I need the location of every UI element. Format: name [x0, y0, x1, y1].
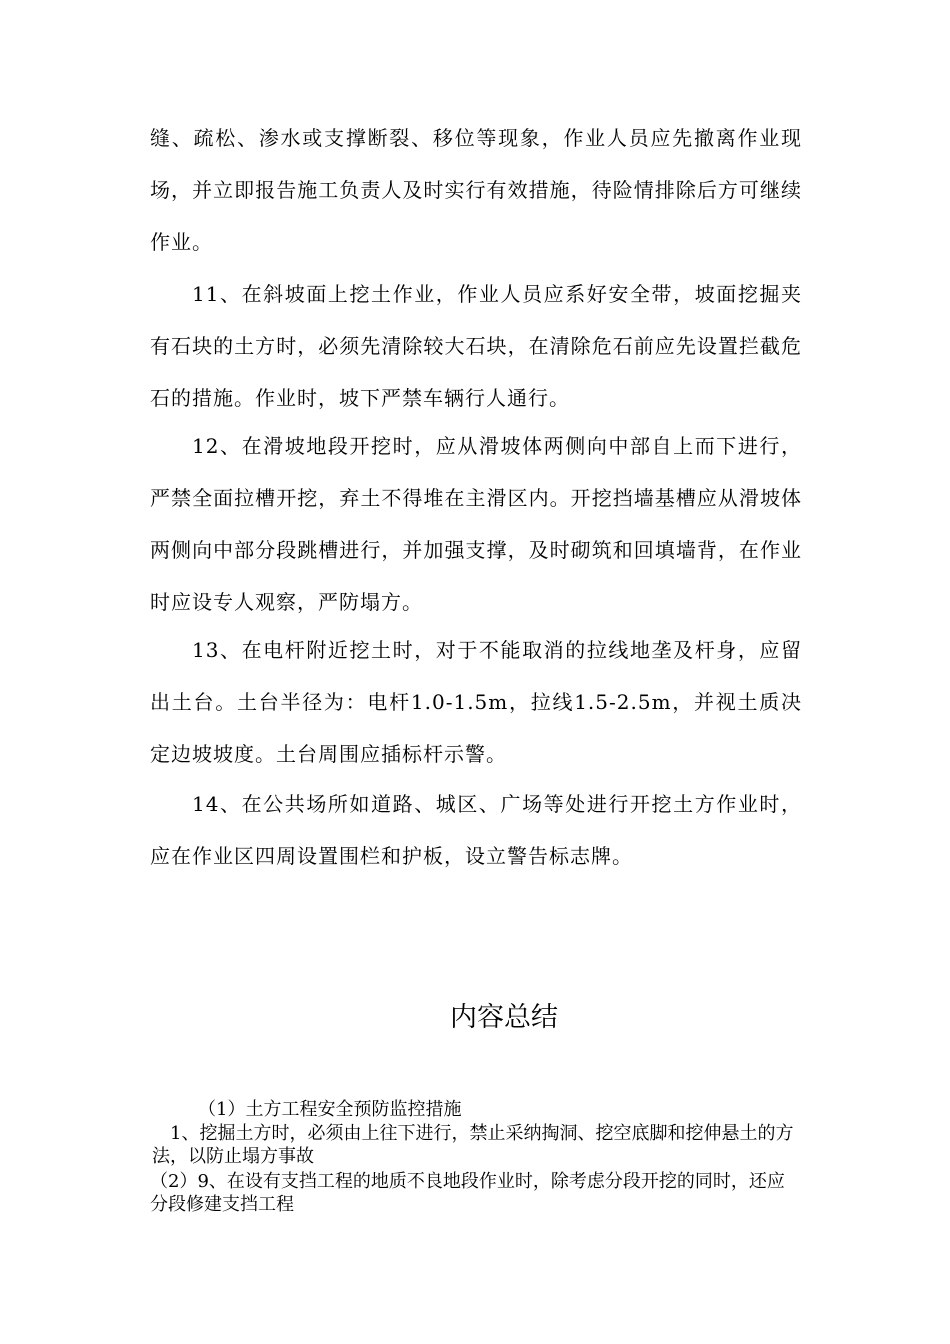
summary-line-1: （1）土方工程安全预防监控措施: [198, 1099, 462, 1120]
paragraph-item-11: 11、在斜坡面上挖土作业，作业人员应系好安全带，坡面挖掘夹有石块的土方时，必须先清除较大石块，在清除危石前应先设置拦截危石的措施。作业时，坡下严禁车辆行人通行。: [150, 282, 802, 410]
paragraph-continuation: 缝、疏松、渗水或支撑断裂、移位等现象，作业人员应先撤离作业现场，并立即报告施工负责人及时实行有效措施，待险情排除后方可继续作业。: [150, 126, 802, 254]
summary-line-3: （2）9、在设有支挡工程的地质不良地段作业时，除考虑分段开挖的同时，还应分段修建支挡工程: [150, 1171, 785, 1215]
paragraph-item-13: 13、在电杆附近挖土时，对于不能取消的拉线地垄及杆身，应留出土台。土台半径为：电杆1.0-1.5m，拉线1.5-2.5m，并视土质决定边坡坡度。土台周围应插标杆示警。: [150, 638, 802, 766]
summary-line-2: 1、挖掘土方时，必须由上往下进行，禁止采纳掏洞、挖空底脚和挖伸悬土的方法，以防止塌方事故: [152, 1123, 794, 1167]
summary-title: 内容总结: [450, 1002, 558, 1033]
paragraph-item-14: 14、在公共场所如道路、城区、广场等处进行开挖土方作业时，应在作业区四周设置围栏和护板，设立警告标志牌。: [150, 792, 802, 868]
paragraph-item-12: 12、在滑坡地段开挖时，应从滑坡体两侧向中部自上而下进行，严禁全面拉槽开挖，弃土不得堆在主滑区内。开挖挡墙基槽应从滑坡体两侧向中部分段跳槽进行，并加强支撑，及时砌筑和回填墙背，在作业时应设专人观察，严防塌方。: [150, 434, 802, 614]
